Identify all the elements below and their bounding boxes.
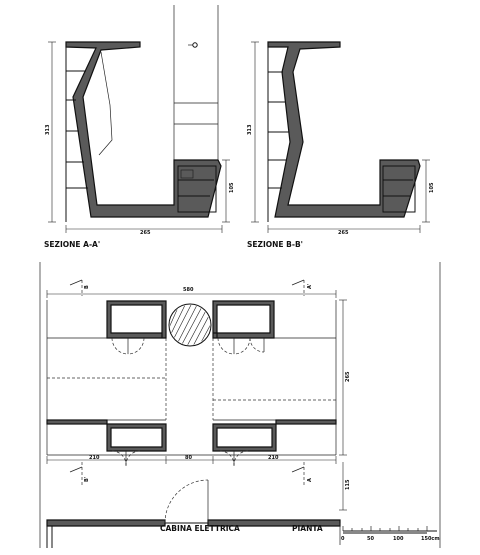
plan-front-mid: 80 [185, 455, 192, 461]
lamp-icon [193, 43, 197, 47]
section-b-height-counter: 105 [429, 182, 435, 193]
room-label: CABINA ELETTRICA [160, 524, 240, 533]
scale-bar [343, 526, 437, 533]
marker-b-top: B [84, 285, 90, 289]
plan-drawing [40, 262, 440, 548]
section-a-title: SEZIONE A-A' [44, 240, 101, 249]
scale-tick-100: 100 [393, 536, 404, 542]
plan-front-right: 210 [268, 455, 279, 461]
section-b-wall [268, 42, 420, 217]
marker-a-top: A' [307, 283, 313, 289]
marker-a-bottom: A [307, 478, 313, 482]
marker-b-bottom: B' [84, 476, 90, 482]
section-a-height-counter: 105 [229, 182, 235, 193]
scale-tick-150: 150cm [421, 536, 440, 542]
plan-front-left: 210 [89, 455, 100, 461]
plan-entrance-depth: 115 [345, 479, 351, 490]
scale-tick-50: 50 [367, 536, 374, 542]
plan-width-total: 580 [183, 287, 194, 293]
section-a-width: 265 [140, 230, 151, 236]
sheet-label: PIANTA [292, 524, 323, 533]
section-a-wall [66, 42, 221, 217]
section-b-drawing [251, 42, 430, 233]
section-a-drawing [48, 5, 230, 233]
section-b-height-total: 313 [247, 124, 253, 135]
plan-depth-total: 265 [345, 371, 351, 382]
section-b-width: 265 [338, 230, 349, 236]
section-b-title: SEZIONE B-B' [247, 240, 303, 249]
scale-tick-0: 0 [341, 536, 345, 542]
section-a-height-total: 313 [45, 124, 51, 135]
